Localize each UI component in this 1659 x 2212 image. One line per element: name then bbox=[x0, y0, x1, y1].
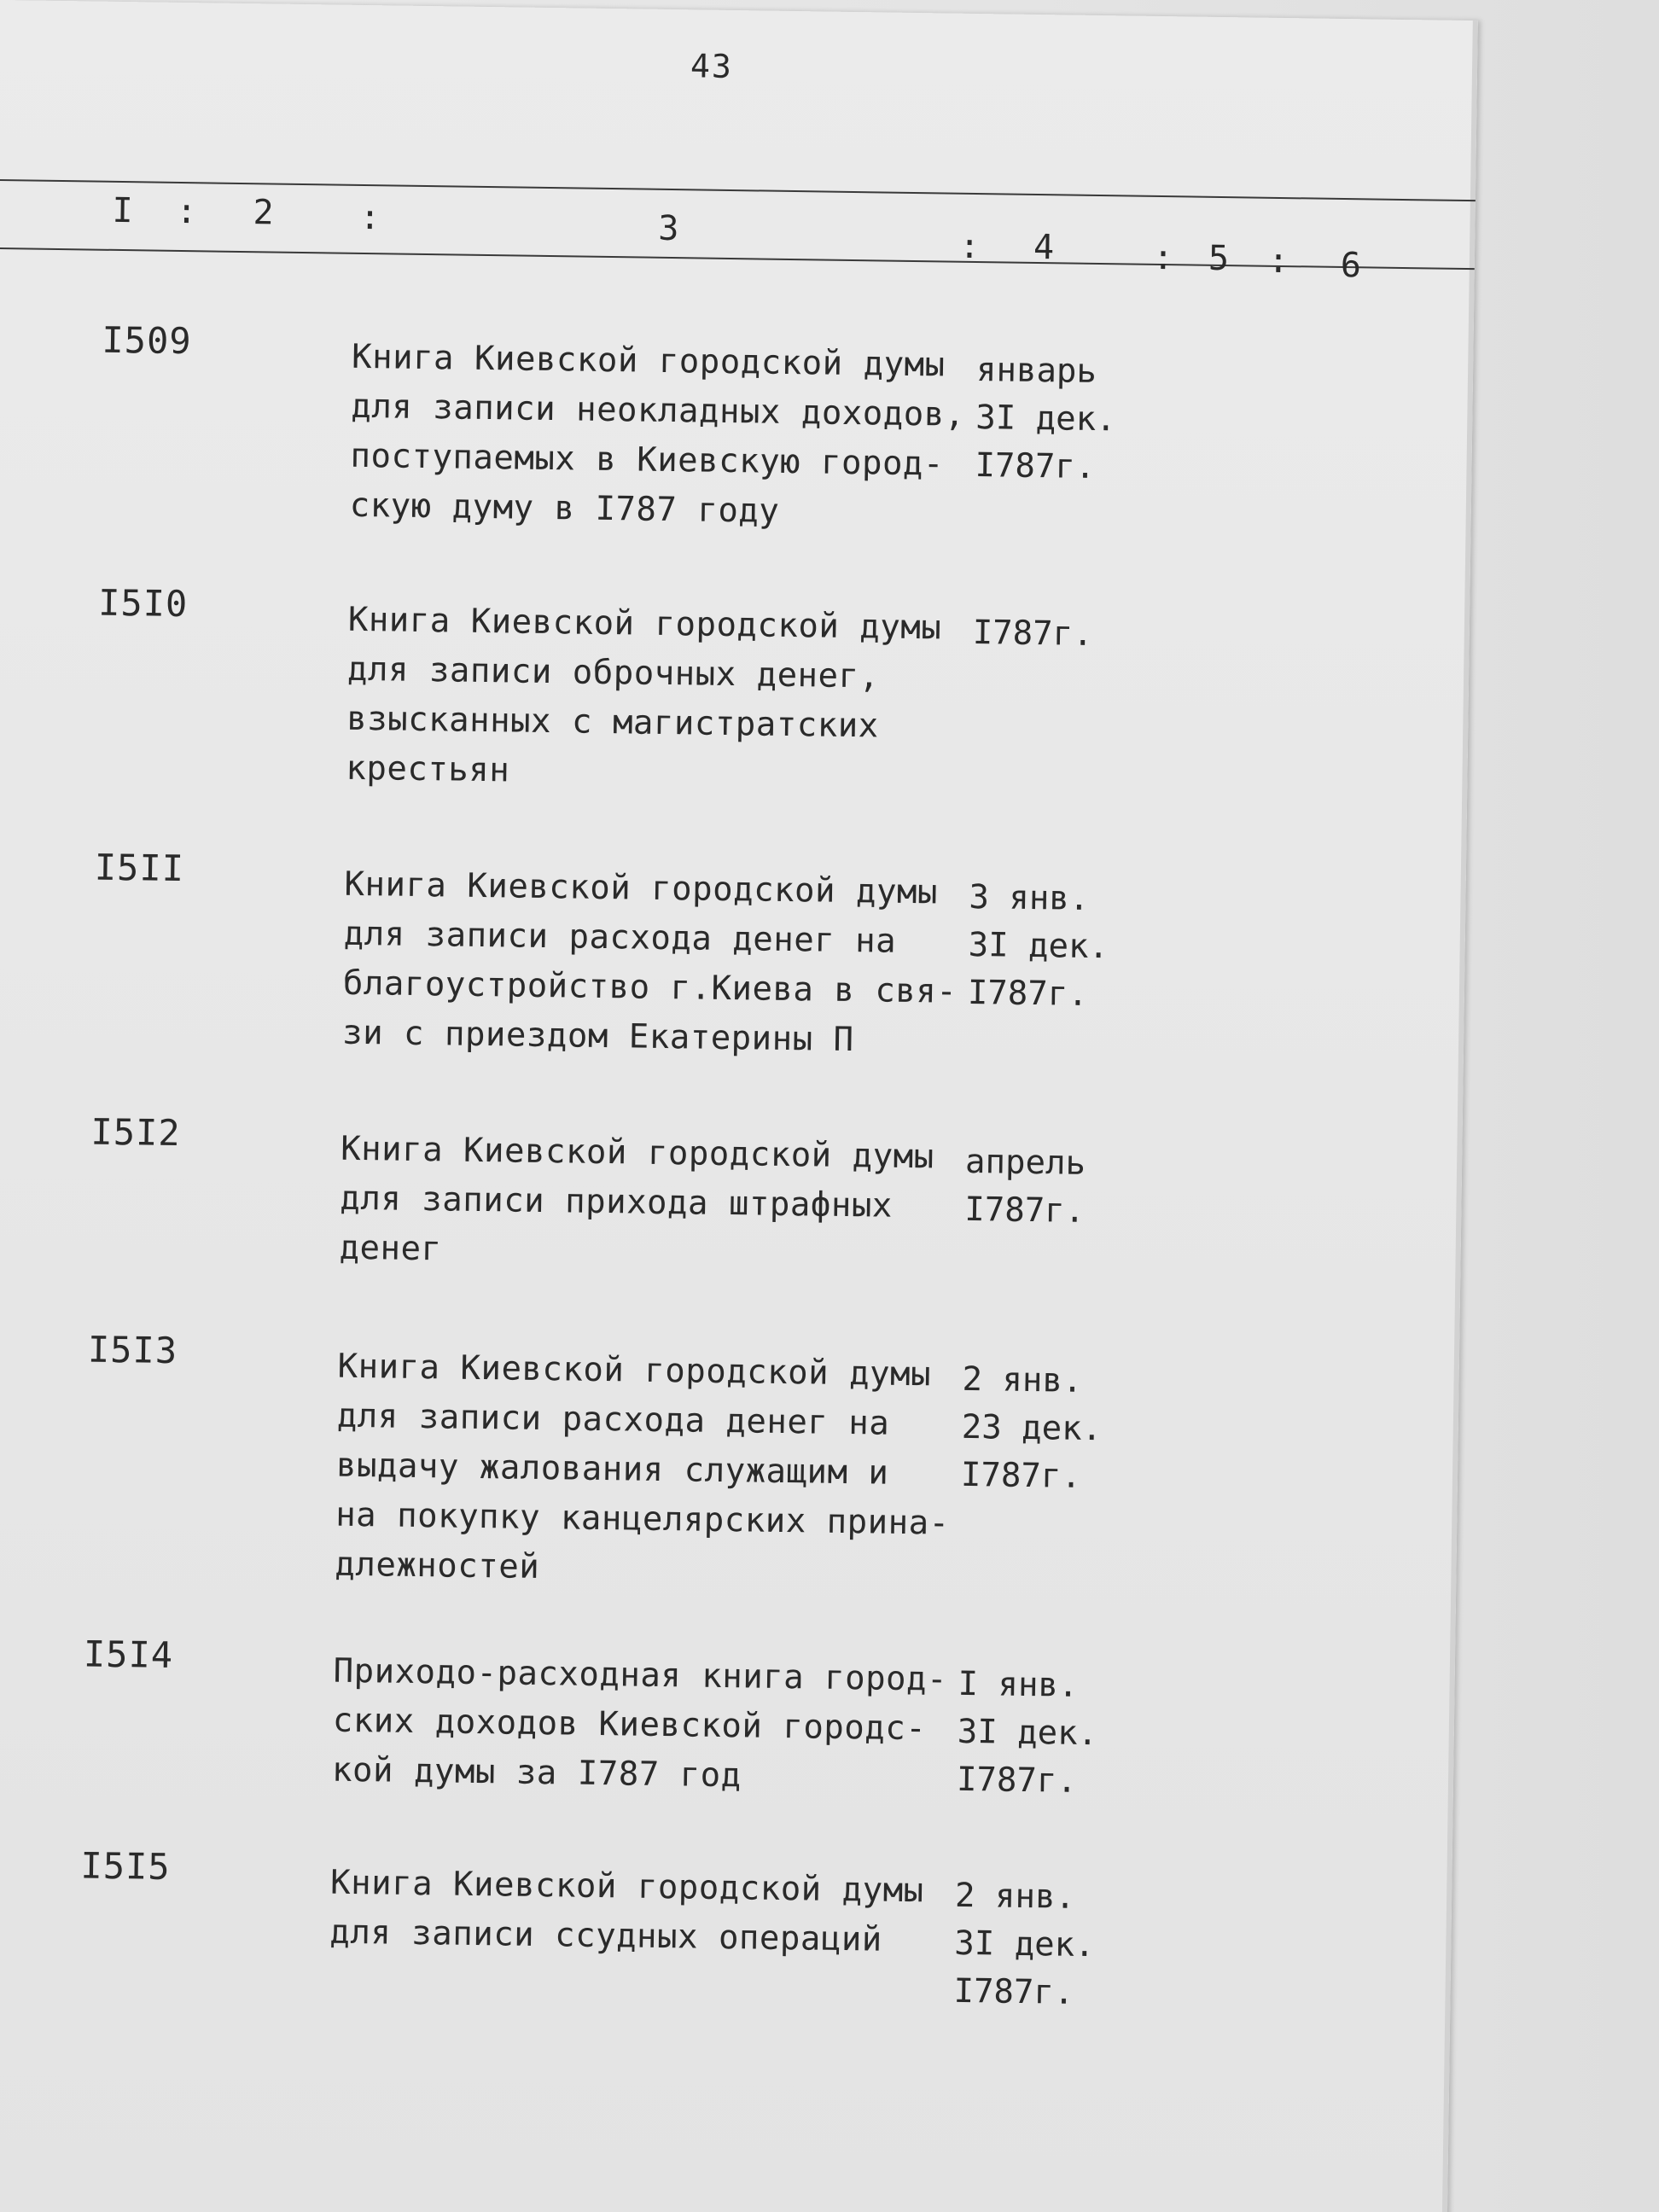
item-number: I5I5 bbox=[80, 1844, 171, 1888]
item-number: I5II bbox=[94, 846, 185, 890]
item-number: I5I2 bbox=[90, 1110, 181, 1155]
column-separator: : bbox=[1152, 237, 1174, 278]
column-separator: : bbox=[359, 197, 381, 238]
item-dates: I янв. 3I дек. I787г. bbox=[956, 1664, 1098, 1801]
item-number: I5I4 bbox=[83, 1633, 174, 1677]
item-number: I5I0 bbox=[97, 581, 189, 626]
item-dates: январь 3I дек. I787г. bbox=[975, 351, 1116, 486]
list-item bbox=[0, 1327, 1432, 1587]
page-edge bbox=[1442, 20, 1478, 2212]
list-item bbox=[0, 1632, 1428, 1801]
column-separator: : bbox=[176, 191, 197, 232]
item-dates: апрель I787г. bbox=[964, 1142, 1086, 1231]
item-description: Книга Киевской городской думы для записи расхода денег на благоустройство г.Киева в свя- зи с приездом Екатерины П bbox=[341, 864, 958, 1060]
list-item bbox=[0, 845, 1439, 1060]
item-description: Книга Киевской городской думы для записи ссудных операций bbox=[329, 1863, 924, 1959]
column-header-4: 4 bbox=[1033, 227, 1055, 268]
item-description: Книга Киевской городской думы для записи прихода штрафных денег bbox=[339, 1129, 934, 1269]
header-top-rule bbox=[0, 179, 1476, 201]
list-item bbox=[0, 1109, 1435, 1269]
item-number: I5I3 bbox=[87, 1328, 178, 1372]
item-description: Приходо-расходная книга город- ских доходов Киевской городс- кой думы за I787 год bbox=[331, 1651, 948, 1796]
list-item bbox=[0, 317, 1447, 531]
header-bottom-rule bbox=[0, 247, 1475, 270]
column-header-5: 5 bbox=[1208, 238, 1230, 279]
item-dates: 3 янв. 3I дек. I787г. bbox=[967, 877, 1109, 1014]
column-header-1: I bbox=[112, 190, 133, 231]
list-item bbox=[0, 1843, 1425, 2012]
column-separator: : bbox=[1267, 241, 1289, 282]
item-description: Книга Киевской городской думы для записи оброчных денег, взысканных с магистратских крестьян bbox=[346, 600, 942, 790]
column-header-3: 3 bbox=[658, 208, 679, 249]
item-dates: 2 янв. 3I дек. I787г. bbox=[953, 1876, 1095, 2012]
list-item bbox=[0, 580, 1442, 790]
item-dates: I787г. bbox=[972, 613, 1093, 654]
column-separator: : bbox=[958, 226, 981, 267]
item-description: Книга Киевской городской думы для записи расхода денег на выдачу жалования служащим и на покупку канцелярских прина- длежностей bbox=[335, 1347, 950, 1587]
column-header-6: 6 bbox=[1340, 245, 1362, 286]
page-number: 43 bbox=[690, 47, 734, 85]
item-description: Книга Киевской городской думы для записи неокладных доходов, поступаемых в Киевскую город- скую думу в I787 году bbox=[349, 337, 966, 531]
column-header-2: 2 bbox=[253, 193, 274, 233]
item-dates: 2 янв. 23 дек. I787г. bbox=[960, 1359, 1103, 1496]
item-number: I509 bbox=[102, 318, 192, 363]
